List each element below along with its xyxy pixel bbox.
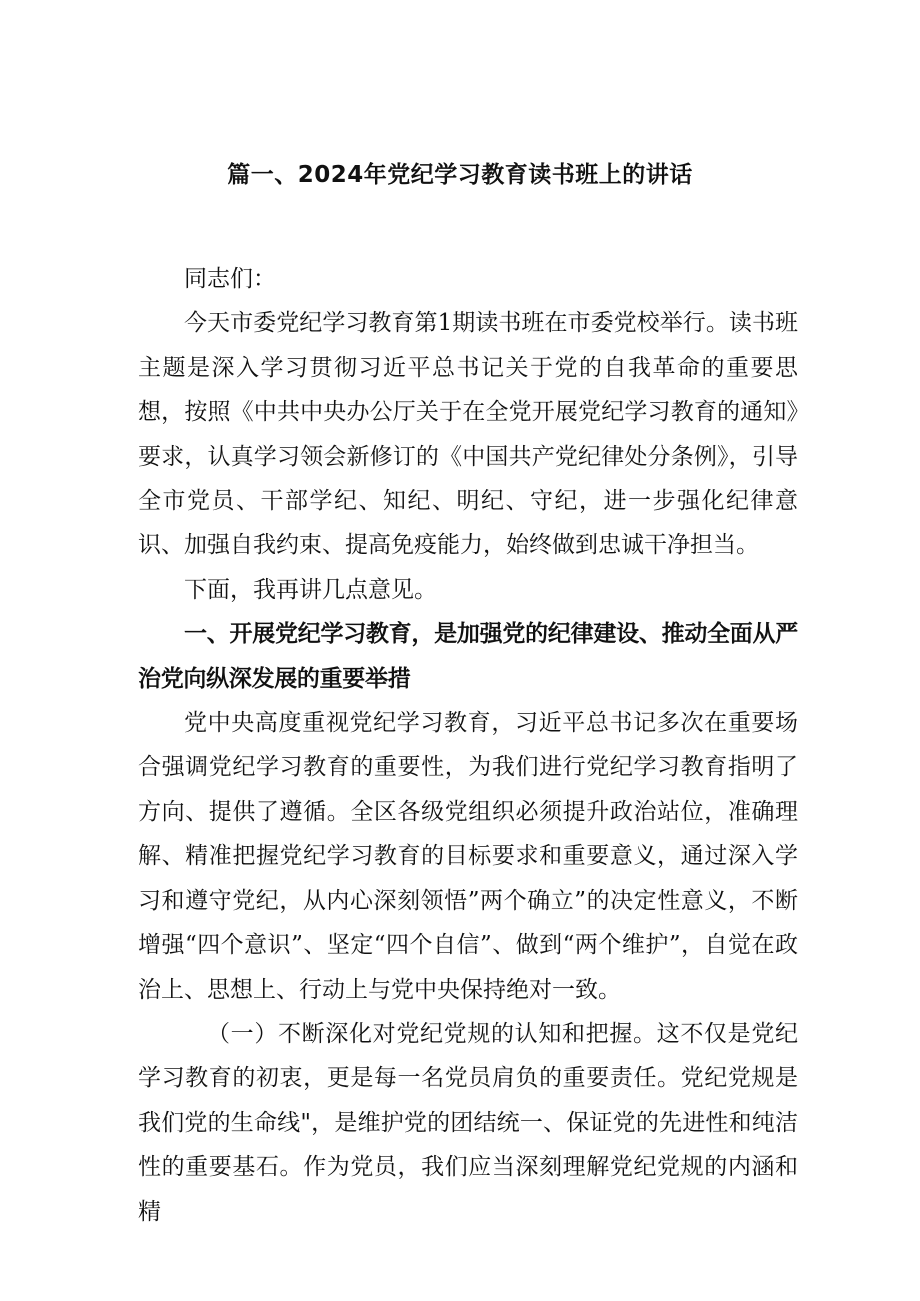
intro-paragraph: 今天市委党纪学习教育第1期读书班在市委党校举行。读书班主题是深入学习贯彻习近平总书记关于党的自我革命的重要思想，按照《中共中央办公厅关于在全党开展党纪学习教育的通知》要求，认真学习领会新修订的《中国共产党纪律处分条例》，引导全市党员、干部学纪、知纪、明纪、守纪，进一步强化纪律意识、加强自我约束、提高免疫能力，始终做到忠诚干净担当。 xyxy=(138,310,798,559)
document-body xyxy=(138,257,798,1234)
section-heading-1: 一、开展党纪学习教育，是加强党的纪律建设、推动全面从严治党向纵深发展的重要举措 xyxy=(138,621,798,692)
document-title: 篇一、2024年党纪学习教育读书班上的讲话 xyxy=(227,162,693,188)
transition-paragraph: 下面，我再讲几点意见。 xyxy=(184,576,437,603)
subsection-1-paragraph: （一）不断深化对党纪党规的认知和把握。这不仅是党纪学习教育的初衷，更是每一名党员肩负的重要责任。党纪党规是我们党的生命线"，是维护党的团结统一、保证党的先进性和纯洁性的重要基石。作为党员，我们应当深刻理解党纪党规的内涵和精 xyxy=(138,1020,798,1225)
section-1-paragraph: 党中央高度重视党纪学习教育，习近平总书记多次在重要场合强调党纪学习教育的重要性，为我们进行党纪学习教育指明了方向、提供了遵循。全区各级党组织必须提升政治站位，准确理解、精准把握党纪学习教育的目标要求和重要意义，通过深入学习和遵守党纪，从内心深刻领悟”两个确立”的决定性意义，不断增强“四个意识”、坚定“四个自信”、做到“两个维护”，自觉在政治上、思想上、行动上与党中央保持绝对一致。 xyxy=(138,710,798,1003)
salutation: 同志们： xyxy=(184,266,276,292)
